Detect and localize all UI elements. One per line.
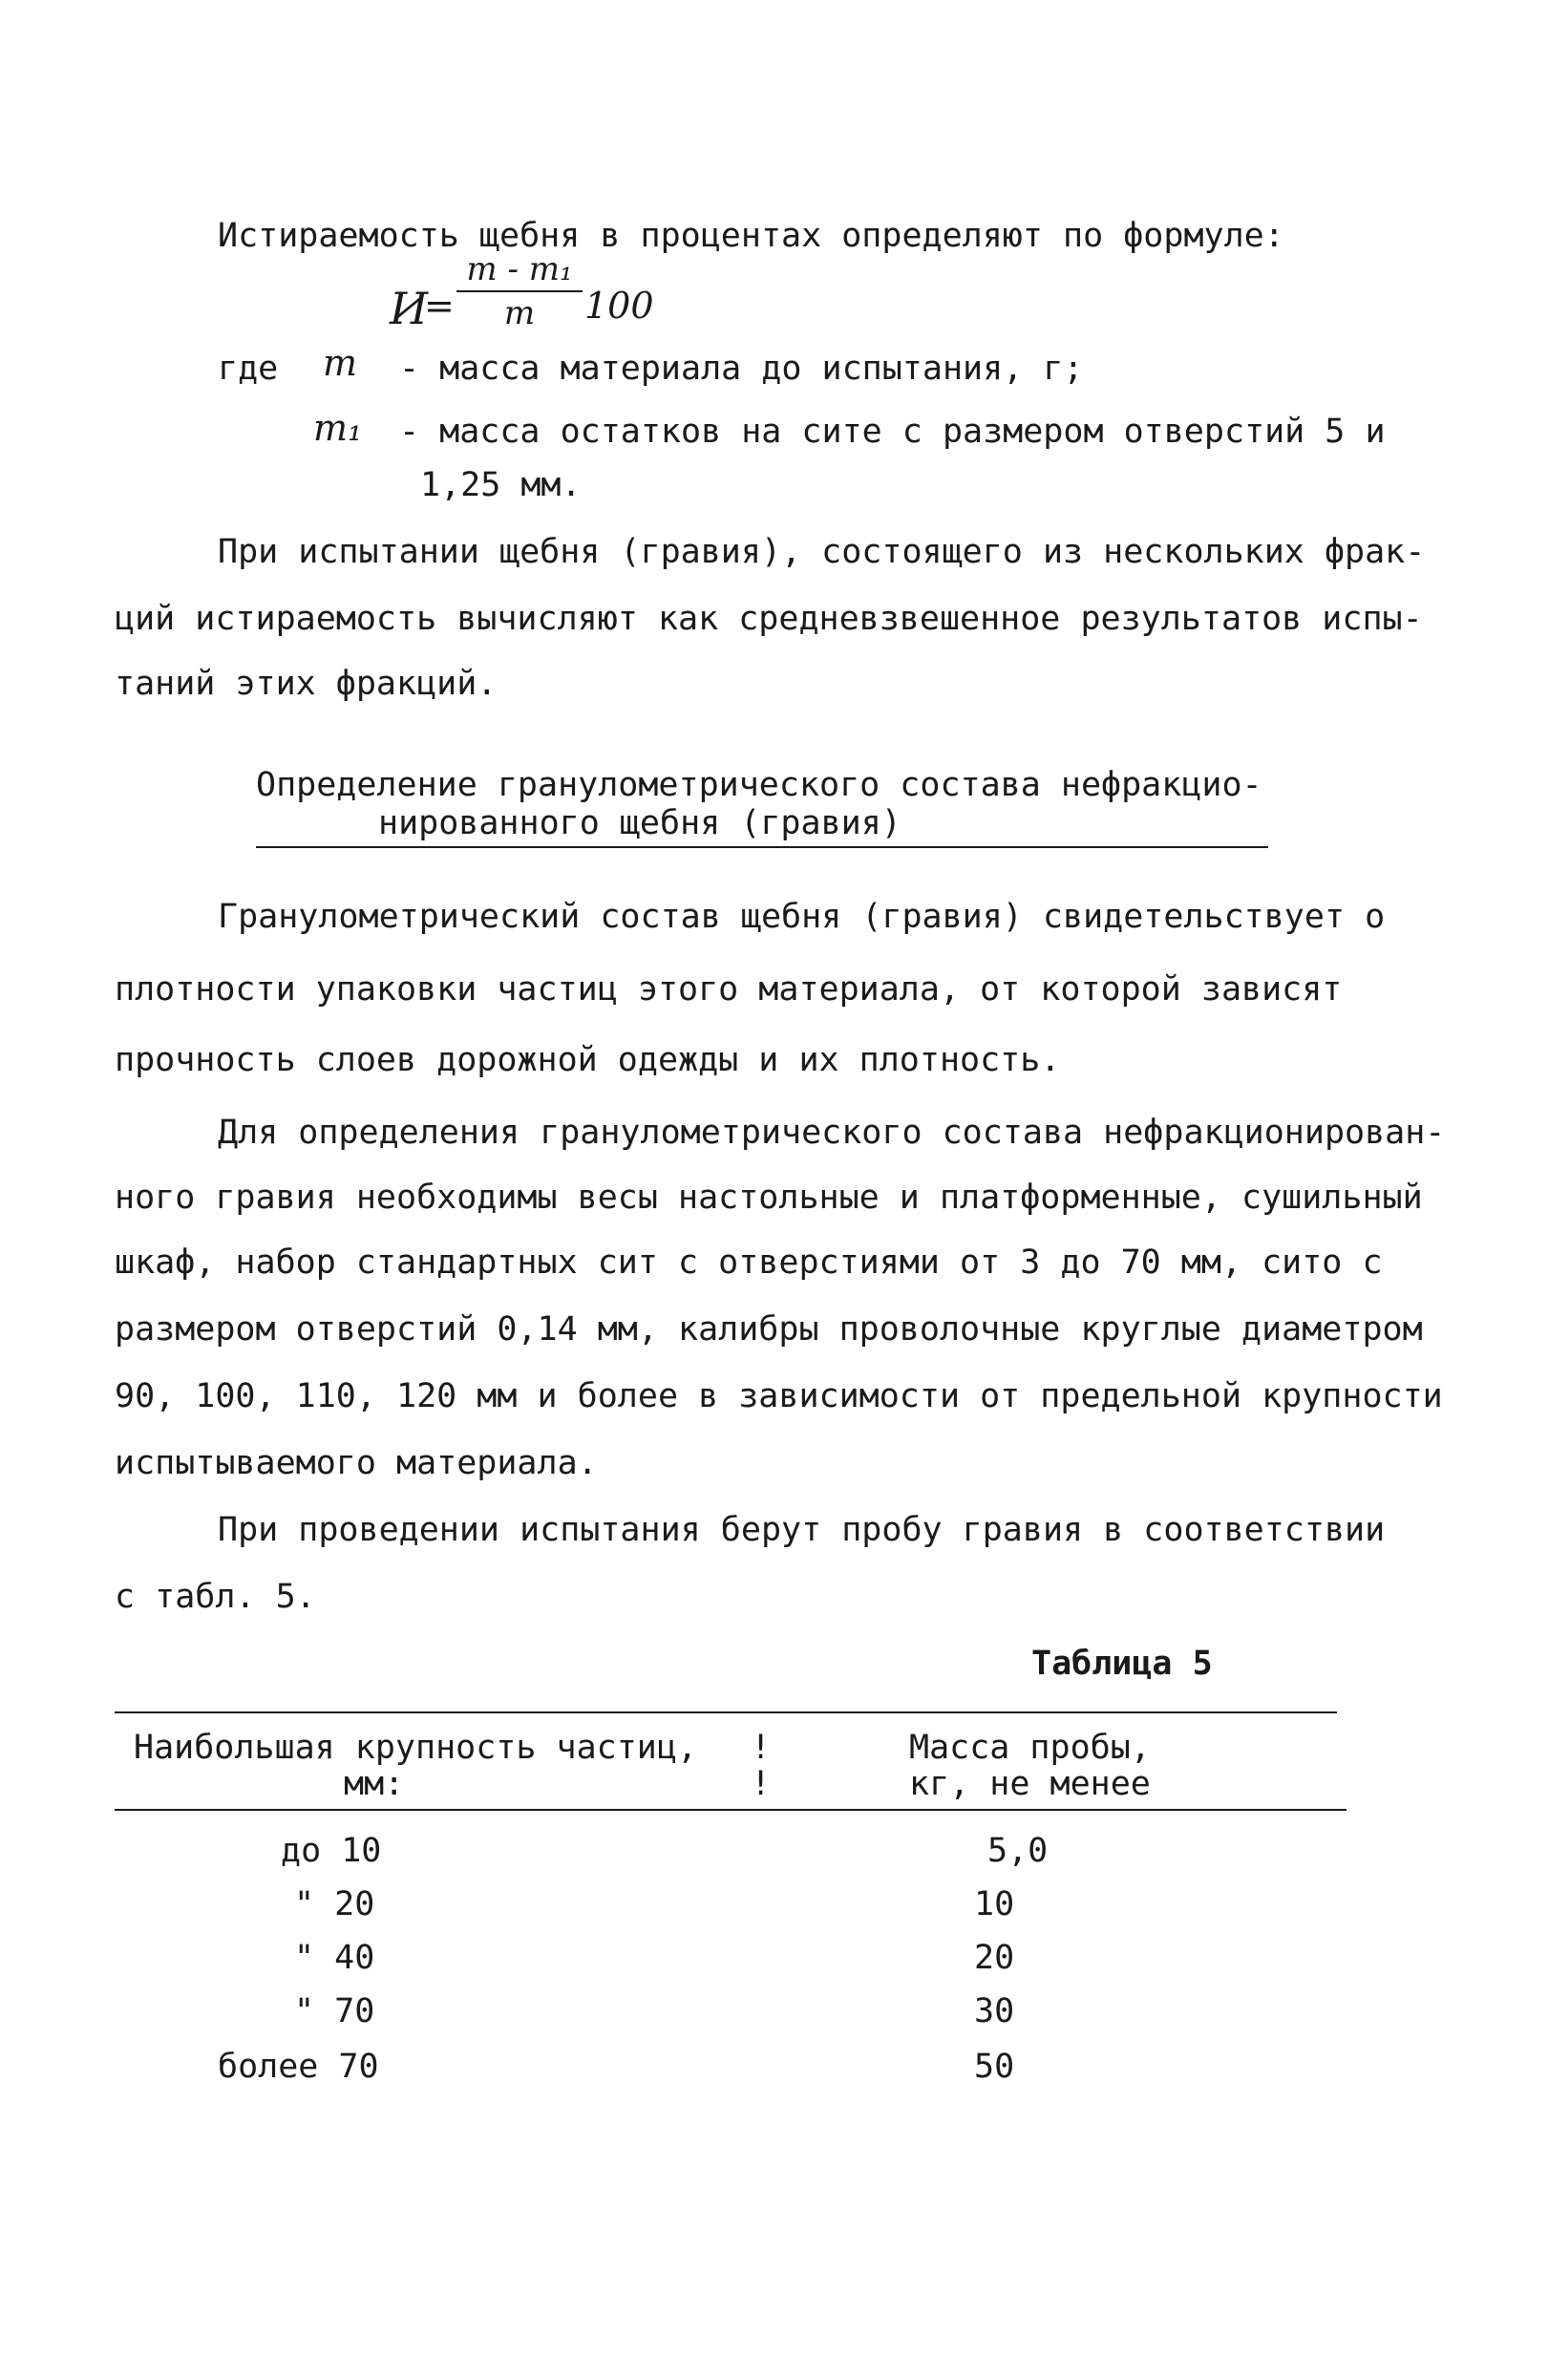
formula-numerator: m - m₁	[466, 250, 573, 288]
table-top-rule	[115, 1711, 1337, 1713]
equipment-para-line6: испытываемого материала.	[115, 1444, 598, 1482]
table-row-3-mass: 20	[974, 1939, 1015, 1977]
heading-underline	[256, 846, 1268, 848]
gravel-para-line2: ций истираемость вычисляют как средневзвешенное результатов испы-	[115, 600, 1423, 638]
intro-text: Истираемость щебня в процентах определяют по формуле:	[218, 217, 1284, 255]
m-description: - масса материала до испытания, г;	[399, 350, 1084, 388]
header-separator-2: !	[751, 1765, 772, 1803]
table-row-5-size: более 70	[218, 2048, 379, 2086]
sample-para-line1: При проведении испытания берут пробу гравия в соответствии	[218, 1511, 1386, 1549]
table-row-1-size: до 10	[281, 1832, 382, 1870]
header-separator-1: !	[751, 1729, 772, 1767]
m1-symbol: m₁	[313, 407, 363, 449]
sample-para-line2: с табл. 5.	[115, 1578, 316, 1616]
col2-header-line2: кг, не менее	[909, 1765, 1151, 1803]
formula-lhs: И	[390, 283, 429, 334]
table-row-2-size: " 20	[294, 1885, 375, 1923]
granulometric-para-line2: плотности упаковки частиц этого материала, от которой зависят	[115, 970, 1343, 1009]
table-row-5-mass: 50	[974, 2048, 1015, 2086]
equipment-para-line3: шкаф, набор стандартных сит с отверстиями от 3 до 70 мм, сито с	[115, 1243, 1383, 1282]
formula-equals: =	[424, 285, 455, 327]
table-header-rule	[115, 1809, 1347, 1811]
col1-header-line1: Наибольшая крупность частиц,	[134, 1729, 698, 1767]
section-heading-line2: нированного щебня (гравия)	[378, 804, 901, 842]
equipment-para-line4: размером отверстий 0,14 мм, калибры проволочные круглые диаметром	[115, 1310, 1423, 1349]
section-heading-line1: Определение гранулометрического состава нефракцио-	[256, 766, 1262, 804]
where-label: где	[218, 350, 279, 388]
granulometric-para-line3: прочность слоев дорожной одежды и их плотность.	[115, 1041, 1061, 1079]
col2-header-line1: Масса пробы,	[909, 1729, 1151, 1767]
formula-fraction	[456, 250, 583, 332]
table-row-3-size: " 40	[294, 1939, 375, 1977]
fraction-bar	[456, 290, 583, 292]
m1-description-line2: 1,25 мм.	[420, 466, 582, 504]
table-row-4-size: " 70	[294, 1992, 375, 2030]
m1-description-line1: - масса остатков на сите с размером отверстий 5 и	[399, 413, 1386, 451]
formula-factor: 100	[584, 285, 654, 327]
granulometric-para-line1: Гранулометрический состав щебня (гравия) свидетельствует о	[218, 898, 1386, 936]
m-symbol: m	[323, 342, 358, 384]
table-row-1-mass: 5,0	[987, 1832, 1049, 1870]
gravel-para-line3: таний этих фракций.	[115, 665, 498, 703]
table-caption: Таблица 5	[1031, 1645, 1213, 1683]
formula-denominator: m	[503, 294, 536, 332]
equipment-para-line5: 90, 100, 110, 120 мм и более в зависимости от предельной крупности	[115, 1377, 1443, 1415]
col1-header-line2: мм:	[344, 1765, 405, 1803]
table-row-2-mass: 10	[974, 1885, 1015, 1923]
equipment-para-line2: ного гравия необходимы весы настольные и платформенные, сушильный	[115, 1179, 1423, 1217]
gravel-para-line1: При испытании щебня (гравия), состоящего из нескольких фрак-	[218, 533, 1426, 571]
table-row-4-mass: 30	[974, 1992, 1015, 2030]
equipment-para-line1: Для определения гранулометрического состава нефракционирован-	[218, 1114, 1446, 1152]
